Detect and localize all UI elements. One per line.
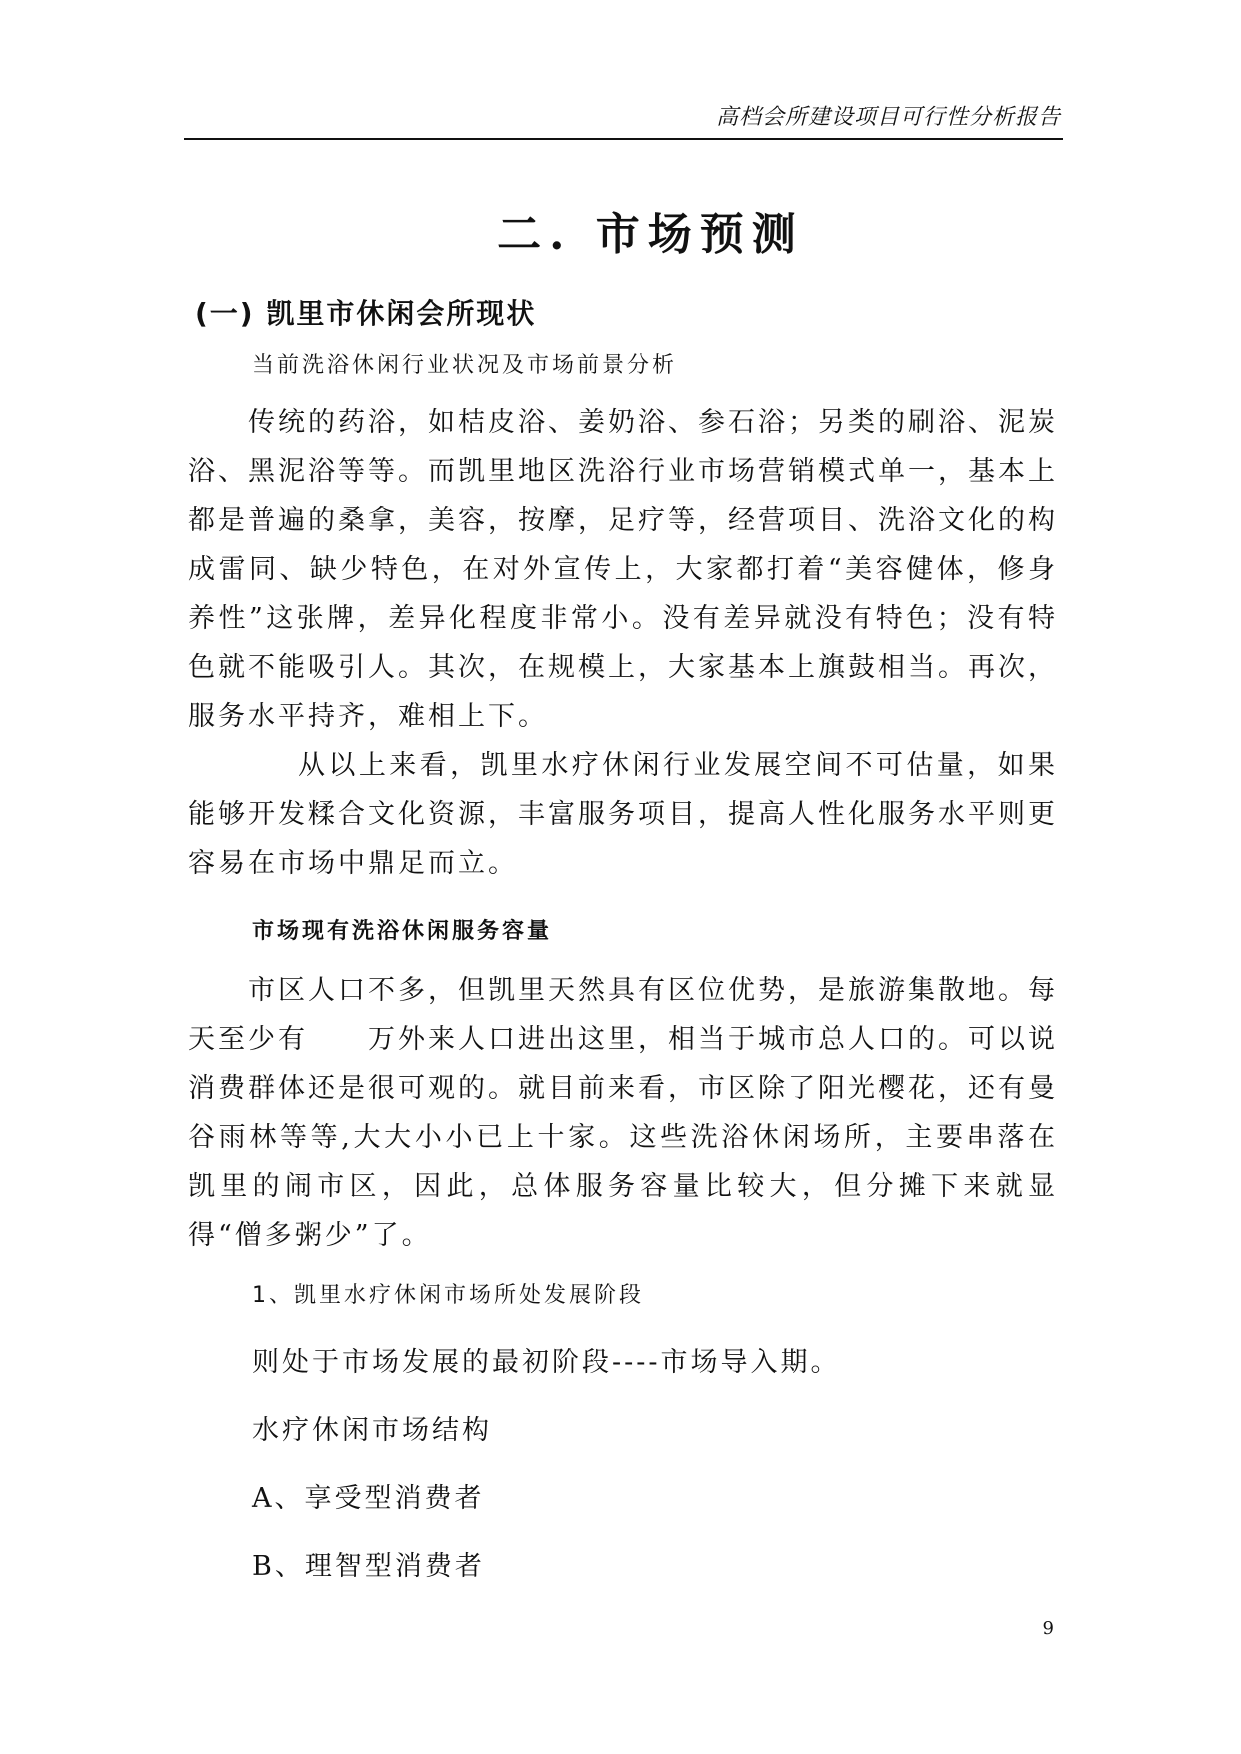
paragraph-outlook: 从以上来看，凯里水疗休闲行业发展空间不可估量，如果能够开发糅合文化资源，丰富服务项目，提高人性化服务水平则更容易在市场中鼎足而立。 [188, 750, 1058, 879]
capacity-subheading: 市场现有洗浴休闲服务容量 [252, 919, 553, 944]
list-item-b: B、理智型消费者 [252, 1551, 485, 1582]
status-subheading: 当前洗浴休闲行业状况及市场前景分析 [252, 353, 678, 378]
section-heading: (一) 凯里市休闲会所现状 [195, 297, 537, 330]
chapter-title: 二. 市场预测 [497, 209, 804, 260]
page-number: 9 [1042, 1618, 1054, 1639]
stage-text: 则处于市场发展的最初阶段----市场导入期。 [252, 1347, 841, 1378]
paragraph-capacity: 市区人口不多，但凯里天然具有区位优势，是旅游集散地。每天至少有 万外来人口进出这里，相当于城市总人口的。可以说消费群体还是很可观的。就目前来看，市区除了阳光樱花，还有曼谷雨林等等,大大小小已上十家。这些洗浴休闲场所，主要串落在凯里的闹市区，因此，总体服务容量比较大，但分摊下来就显得“僧多粥少”了。 [188, 975, 1058, 1251]
market-structure-title: 水疗休闲市场结构 [252, 1415, 492, 1446]
running-header: 高档会所建设项目可行性分析报告 [715, 105, 1061, 130]
list-item-a: A、享受型消费者 [252, 1483, 485, 1514]
paragraph-industry-status: 传统的药浴，如桔皮浴、姜奶浴、参石浴；另类的刷浴、泥炭浴、黑泥浴等等。而凯里地区洗浴行业市场营销模式单一，基本上都是普遍的桑拿，美容，按摩，足疗等，经营项目、洗浴文化的构成雷同、缺少特色，在对外宣传上，大家都打着“美容健体，修身养性”这张牌，差异化程度非常小。没有差异就没有特色；没有特色就不能吸引人。其次，在规模上，大家基本上旗鼓相当。再次，服务水平持齐，难相上下。 [188, 407, 1058, 732]
stage-subheading: 1、凯里水疗休闲市场所处发展阶段 [252, 1283, 644, 1308]
header-rule [184, 138, 1063, 140]
